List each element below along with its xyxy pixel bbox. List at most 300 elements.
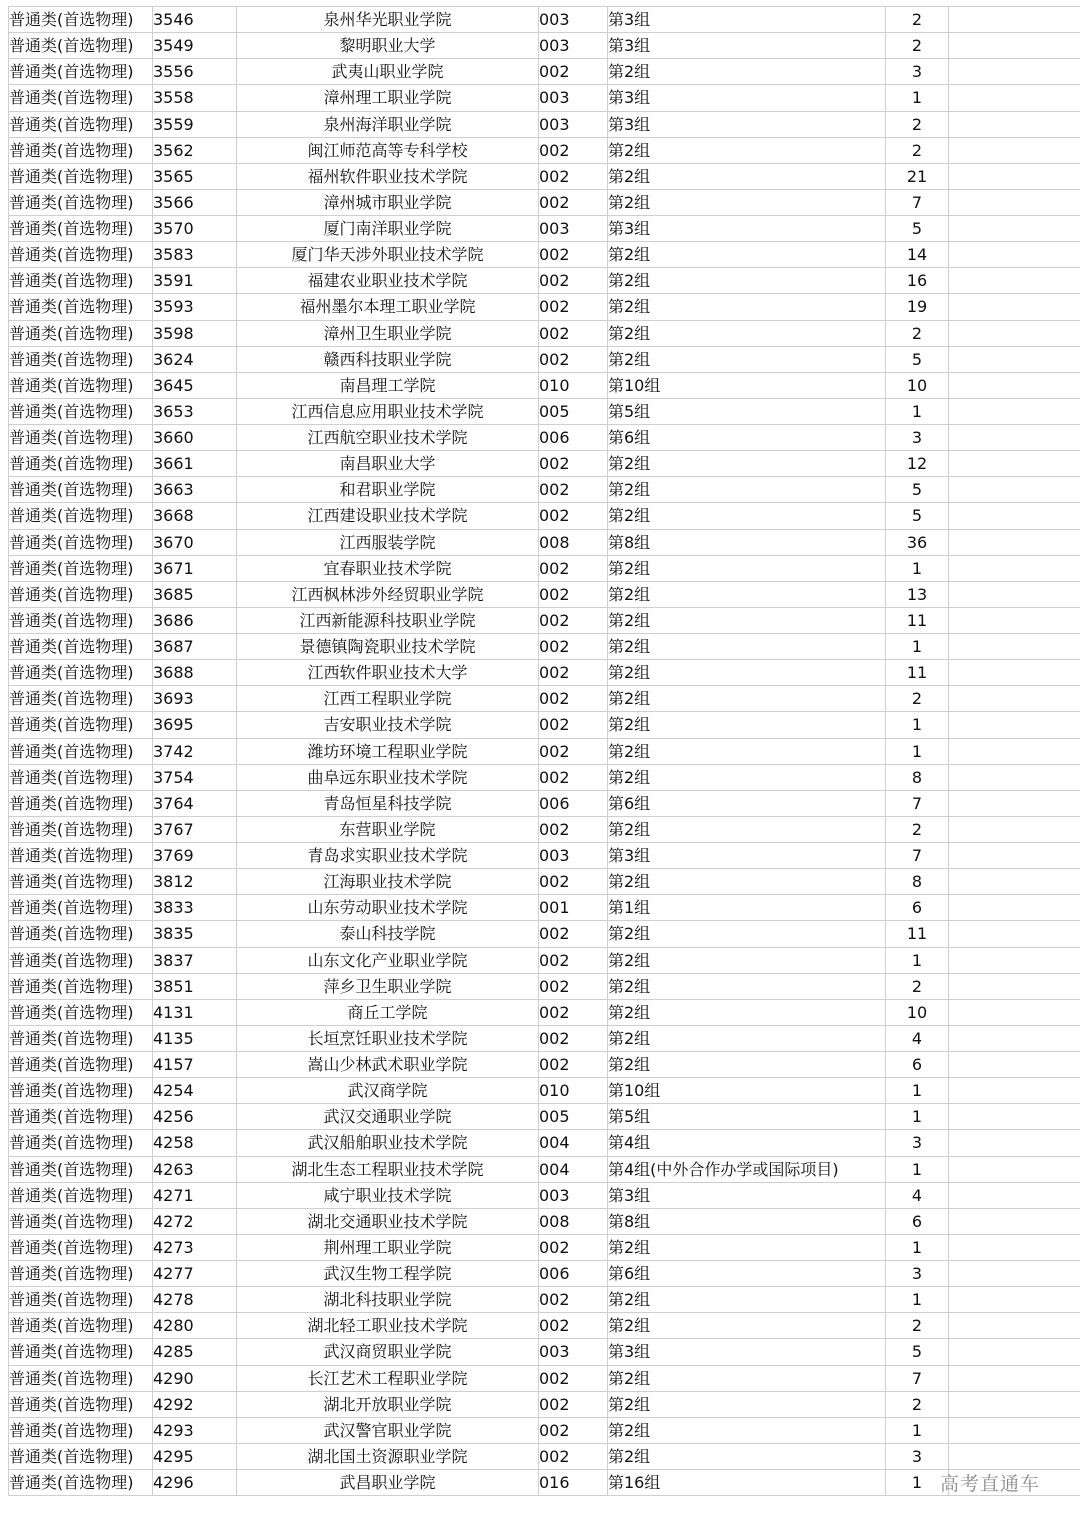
group-code-cell: 002 — [539, 137, 608, 163]
school-code-cell: 4292 — [153, 1391, 237, 1417]
group-code-cell: 016 — [539, 1470, 608, 1496]
empty-cell — [949, 999, 1080, 1025]
table-row — [9, 294, 1080, 320]
group-code-cell: 003 — [539, 85, 608, 111]
group-code-cell: 003 — [539, 216, 608, 242]
school-code-cell: 3598 — [153, 320, 237, 346]
school-name-cell: 东营职业学院 — [237, 816, 539, 842]
group-code-cell: 003 — [539, 1182, 608, 1208]
school-name-cell: 武昌职业学院 — [237, 1470, 539, 1496]
table-row — [9, 555, 1080, 581]
table-row — [9, 869, 1080, 895]
table-row — [9, 163, 1080, 189]
school-code-cell: 4157 — [153, 1052, 237, 1078]
table-row — [9, 111, 1080, 137]
plan-count-cell: 19 — [886, 294, 949, 320]
empty-cell — [949, 843, 1080, 869]
school-name-cell: 景德镇陶瓷职业技术学院 — [237, 634, 539, 660]
school-name-cell: 厦门华天涉外职业技术学院 — [237, 242, 539, 268]
school-code-cell: 4293 — [153, 1417, 237, 1443]
school-name-cell: 泰山科技学院 — [237, 921, 539, 947]
plan-count-cell: 1 — [886, 1104, 949, 1130]
school-name-cell: 江西服装学院 — [237, 529, 539, 555]
school-code-cell: 3851 — [153, 973, 237, 999]
group-name-cell: 第2组 — [608, 503, 886, 529]
group-code-cell: 002 — [539, 869, 608, 895]
group-name-cell: 第3组 — [608, 216, 886, 242]
school-name-cell: 福州墨尔本理工职业学院 — [237, 294, 539, 320]
school-code-cell: 3591 — [153, 268, 237, 294]
plan-count-cell: 2 — [886, 686, 949, 712]
school-name-cell: 武汉交通职业学院 — [237, 1104, 539, 1130]
school-code-cell: 3562 — [153, 137, 237, 163]
empty-cell — [949, 869, 1080, 895]
category-cell: 普通类(首选物理) — [9, 163, 153, 189]
group-code-cell: 002 — [539, 660, 608, 686]
category-cell: 普通类(首选物理) — [9, 1130, 153, 1156]
school-name-cell: 泉州华光职业学院 — [237, 7, 539, 33]
group-code-cell: 002 — [539, 764, 608, 790]
plan-count-cell: 2 — [886, 7, 949, 33]
empty-cell — [949, 294, 1080, 320]
school-code-cell: 3671 — [153, 555, 237, 581]
group-name-cell: 第4组(中外合作办学或国际项目) — [608, 1156, 886, 1182]
school-code-cell: 3556 — [153, 59, 237, 85]
group-code-cell: 005 — [539, 1104, 608, 1130]
school-code-cell: 3661 — [153, 451, 237, 477]
school-name-cell: 厦门南洋职业学院 — [237, 216, 539, 242]
table-row — [9, 738, 1080, 764]
group-code-cell: 002 — [539, 1443, 608, 1469]
category-cell: 普通类(首选物理) — [9, 398, 153, 424]
table-body — [9, 7, 1080, 1496]
plan-count-cell: 1 — [886, 1078, 949, 1104]
group-name-cell: 第2组 — [608, 738, 886, 764]
category-cell: 普通类(首选物理) — [9, 59, 153, 85]
school-name-cell: 南昌理工学院 — [237, 372, 539, 398]
school-name-cell: 湖北开放职业学院 — [237, 1391, 539, 1417]
school-name-cell: 商丘工学院 — [237, 999, 539, 1025]
school-code-cell: 3764 — [153, 790, 237, 816]
group-name-cell: 第2组 — [608, 999, 886, 1025]
group-code-cell: 008 — [539, 529, 608, 555]
group-code-cell: 002 — [539, 320, 608, 346]
table-row — [9, 1052, 1080, 1078]
category-cell: 普通类(首选物理) — [9, 346, 153, 372]
group-name-cell: 第2组 — [608, 242, 886, 268]
empty-cell — [949, 451, 1080, 477]
table-row — [9, 1470, 1080, 1496]
plan-count-cell: 2 — [886, 1313, 949, 1339]
plan-count-cell: 13 — [886, 581, 949, 607]
school-code-cell: 3742 — [153, 738, 237, 764]
category-cell: 普通类(首选物理) — [9, 634, 153, 660]
school-name-cell: 湖北国土资源职业学院 — [237, 1443, 539, 1469]
group-code-cell: 002 — [539, 634, 608, 660]
school-name-cell: 武汉商学院 — [237, 1078, 539, 1104]
group-code-cell: 002 — [539, 686, 608, 712]
school-name-cell: 江西工程职业学院 — [237, 686, 539, 712]
school-code-cell: 4258 — [153, 1130, 237, 1156]
group-name-cell: 第2组 — [608, 1365, 886, 1391]
empty-cell — [949, 895, 1080, 921]
group-name-cell: 第10组 — [608, 372, 886, 398]
school-name-cell: 长垣烹饪职业技术学院 — [237, 1025, 539, 1051]
group-name-cell: 第2组 — [608, 346, 886, 372]
group-name-cell: 第6组 — [608, 425, 886, 451]
category-cell: 普通类(首选物理) — [9, 216, 153, 242]
empty-cell — [949, 660, 1080, 686]
empty-cell — [949, 607, 1080, 633]
category-cell: 普通类(首选物理) — [9, 712, 153, 738]
table-row — [9, 686, 1080, 712]
table-row — [9, 85, 1080, 111]
category-cell: 普通类(首选物理) — [9, 555, 153, 581]
school-name-cell: 江西建设职业技术学院 — [237, 503, 539, 529]
plan-count-cell: 2 — [886, 973, 949, 999]
school-code-cell: 3663 — [153, 477, 237, 503]
empty-cell — [949, 1339, 1080, 1365]
category-cell: 普通类(首选物理) — [9, 1417, 153, 1443]
table-row — [9, 372, 1080, 398]
school-name-cell: 泉州海洋职业学院 — [237, 111, 539, 137]
category-cell: 普通类(首选物理) — [9, 268, 153, 294]
category-cell: 普通类(首选物理) — [9, 1365, 153, 1391]
group-name-cell: 第2组 — [608, 973, 886, 999]
category-cell: 普通类(首选物理) — [9, 843, 153, 869]
category-cell: 普通类(首选物理) — [9, 581, 153, 607]
table-row — [9, 1130, 1080, 1156]
category-cell: 普通类(首选物理) — [9, 921, 153, 947]
plan-count-cell: 4 — [886, 1182, 949, 1208]
table-row — [9, 1313, 1080, 1339]
school-name-cell: 黎明职业大学 — [237, 33, 539, 59]
empty-cell — [949, 1391, 1080, 1417]
group-name-cell: 第2组 — [608, 816, 886, 842]
group-name-cell: 第2组 — [608, 294, 886, 320]
group-code-cell: 002 — [539, 477, 608, 503]
plan-count-cell: 2 — [886, 816, 949, 842]
school-code-cell: 3837 — [153, 947, 237, 973]
table-row — [9, 1104, 1080, 1130]
group-code-cell: 002 — [539, 1391, 608, 1417]
table-row — [9, 1261, 1080, 1287]
empty-cell — [949, 503, 1080, 529]
school-code-cell: 3812 — [153, 869, 237, 895]
plan-count-cell: 7 — [886, 189, 949, 215]
school-name-cell: 嵩山少林武术职业学院 — [237, 1052, 539, 1078]
table-row — [9, 398, 1080, 424]
category-cell: 普通类(首选物理) — [9, 973, 153, 999]
group-code-cell: 002 — [539, 581, 608, 607]
plan-count-cell: 1 — [886, 1287, 949, 1313]
group-name-cell: 第2组 — [608, 607, 886, 633]
group-code-cell: 002 — [539, 268, 608, 294]
plan-count-cell: 1 — [886, 712, 949, 738]
group-code-cell: 002 — [539, 738, 608, 764]
school-name-cell: 潍坊环境工程职业学院 — [237, 738, 539, 764]
plan-count-cell: 6 — [886, 895, 949, 921]
table-row — [9, 660, 1080, 686]
school-code-cell: 4277 — [153, 1261, 237, 1287]
group-code-cell: 002 — [539, 712, 608, 738]
group-code-cell: 006 — [539, 1261, 608, 1287]
school-code-cell: 3583 — [153, 242, 237, 268]
group-code-cell: 002 — [539, 1052, 608, 1078]
group-code-cell: 003 — [539, 843, 608, 869]
category-cell: 普通类(首选物理) — [9, 503, 153, 529]
table-row — [9, 764, 1080, 790]
category-cell: 普通类(首选物理) — [9, 33, 153, 59]
school-code-cell: 3686 — [153, 607, 237, 633]
admission-table — [8, 6, 1080, 1496]
plan-count-cell: 5 — [886, 1339, 949, 1365]
table-row — [9, 999, 1080, 1025]
group-code-cell: 004 — [539, 1130, 608, 1156]
category-cell: 普通类(首选物理) — [9, 1104, 153, 1130]
category-cell: 普通类(首选物理) — [9, 1313, 153, 1339]
school-code-cell: 4263 — [153, 1156, 237, 1182]
plan-count-cell: 36 — [886, 529, 949, 555]
group-name-cell: 第6组 — [608, 1261, 886, 1287]
group-name-cell: 第6组 — [608, 790, 886, 816]
category-cell: 普通类(首选物理) — [9, 764, 153, 790]
school-name-cell: 山东劳动职业技术学院 — [237, 895, 539, 921]
table-row — [9, 425, 1080, 451]
plan-count-cell: 6 — [886, 1052, 949, 1078]
school-code-cell: 4272 — [153, 1208, 237, 1234]
table-row — [9, 137, 1080, 163]
school-code-cell: 4131 — [153, 999, 237, 1025]
table-row — [9, 1078, 1080, 1104]
school-name-cell: 和君职业学院 — [237, 477, 539, 503]
empty-cell — [949, 1156, 1080, 1182]
group-name-cell: 第10组 — [608, 1078, 886, 1104]
group-code-cell: 001 — [539, 895, 608, 921]
empty-cell — [949, 477, 1080, 503]
category-cell: 普通类(首选物理) — [9, 1156, 153, 1182]
category-cell: 普通类(首选物理) — [9, 1182, 153, 1208]
table-row — [9, 895, 1080, 921]
table-row — [9, 947, 1080, 973]
group-code-cell: 002 — [539, 607, 608, 633]
plan-count-cell: 5 — [886, 477, 949, 503]
group-name-cell: 第8组 — [608, 1208, 886, 1234]
plan-count-cell: 8 — [886, 764, 949, 790]
table-row — [9, 1182, 1080, 1208]
school-code-cell: 4135 — [153, 1025, 237, 1051]
plan-count-cell: 3 — [886, 1443, 949, 1469]
category-cell: 普通类(首选物理) — [9, 477, 153, 503]
category-cell: 普通类(首选物理) — [9, 1339, 153, 1365]
plan-count-cell: 11 — [886, 660, 949, 686]
plan-count-cell: 3 — [886, 425, 949, 451]
school-name-cell: 赣西科技职业学院 — [237, 346, 539, 372]
group-name-cell: 第2组 — [608, 947, 886, 973]
group-name-cell: 第2组 — [608, 921, 886, 947]
table-row — [9, 1443, 1080, 1469]
plan-count-cell: 1 — [886, 738, 949, 764]
school-code-cell: 3559 — [153, 111, 237, 137]
group-code-cell: 002 — [539, 294, 608, 320]
table-row — [9, 189, 1080, 215]
group-code-cell: 010 — [539, 1078, 608, 1104]
table-row — [9, 843, 1080, 869]
empty-cell — [949, 738, 1080, 764]
table-row — [9, 1391, 1080, 1417]
group-code-cell: 002 — [539, 1365, 608, 1391]
category-cell: 普通类(首选物理) — [9, 85, 153, 111]
category-cell: 普通类(首选物理) — [9, 372, 153, 398]
empty-cell — [949, 816, 1080, 842]
group-code-cell: 002 — [539, 503, 608, 529]
empty-cell — [949, 686, 1080, 712]
group-name-cell: 第2组 — [608, 189, 886, 215]
plan-count-cell: 10 — [886, 999, 949, 1025]
group-code-cell: 002 — [539, 555, 608, 581]
plan-count-cell: 2 — [886, 33, 949, 59]
category-cell: 普通类(首选物理) — [9, 1234, 153, 1260]
empty-cell — [949, 111, 1080, 137]
plan-count-cell: 1 — [886, 1417, 949, 1443]
group-code-cell: 002 — [539, 1234, 608, 1260]
group-code-cell: 005 — [539, 398, 608, 424]
group-name-cell: 第2组 — [608, 1287, 886, 1313]
group-code-cell: 002 — [539, 999, 608, 1025]
group-code-cell: 003 — [539, 1339, 608, 1365]
group-code-cell: 002 — [539, 816, 608, 842]
school-code-cell: 4254 — [153, 1078, 237, 1104]
empty-cell — [949, 555, 1080, 581]
category-cell: 普通类(首选物理) — [9, 869, 153, 895]
table-row — [9, 1287, 1080, 1313]
plan-count-cell: 11 — [886, 921, 949, 947]
category-cell: 普通类(首选物理) — [9, 607, 153, 633]
school-name-cell: 福州软件职业技术学院 — [237, 163, 539, 189]
school-code-cell: 3653 — [153, 398, 237, 424]
plan-count-cell: 14 — [886, 242, 949, 268]
empty-cell — [949, 137, 1080, 163]
category-cell: 普通类(首选物理) — [9, 947, 153, 973]
group-name-cell: 第3组 — [608, 33, 886, 59]
table-row — [9, 242, 1080, 268]
category-cell: 普通类(首选物理) — [9, 1078, 153, 1104]
table-row — [9, 1365, 1080, 1391]
group-name-cell: 第2组 — [608, 268, 886, 294]
category-cell: 普通类(首选物理) — [9, 790, 153, 816]
school-name-cell: 宜春职业技术学院 — [237, 555, 539, 581]
empty-cell — [949, 189, 1080, 215]
school-code-cell: 3570 — [153, 216, 237, 242]
empty-cell — [949, 1365, 1080, 1391]
empty-cell — [949, 1182, 1080, 1208]
empty-cell — [949, 242, 1080, 268]
category-cell: 普通类(首选物理) — [9, 1470, 153, 1496]
group-name-cell: 第2组 — [608, 555, 886, 581]
school-code-cell: 3688 — [153, 660, 237, 686]
category-cell: 普通类(首选物理) — [9, 242, 153, 268]
school-code-cell: 4273 — [153, 1234, 237, 1260]
table-row — [9, 790, 1080, 816]
school-name-cell: 江西航空职业技术学院 — [237, 425, 539, 451]
group-code-cell: 002 — [539, 346, 608, 372]
table-row — [9, 477, 1080, 503]
school-code-cell: 3695 — [153, 712, 237, 738]
school-code-cell: 3769 — [153, 843, 237, 869]
category-cell: 普通类(首选物理) — [9, 816, 153, 842]
table-row — [9, 634, 1080, 660]
group-name-cell: 第8组 — [608, 529, 886, 555]
group-name-cell: 第2组 — [608, 686, 886, 712]
table-row — [9, 451, 1080, 477]
category-cell: 普通类(首选物理) — [9, 425, 153, 451]
category-cell: 普通类(首选物理) — [9, 294, 153, 320]
school-code-cell: 4285 — [153, 1339, 237, 1365]
group-code-cell: 002 — [539, 59, 608, 85]
group-name-cell: 第2组 — [608, 634, 886, 660]
school-code-cell: 3687 — [153, 634, 237, 660]
group-name-cell: 第3组 — [608, 1339, 886, 1365]
school-code-cell: 3668 — [153, 503, 237, 529]
group-name-cell: 第2组 — [608, 1234, 886, 1260]
school-name-cell: 吉安职业技术学院 — [237, 712, 539, 738]
group-name-cell: 第3组 — [608, 111, 886, 137]
category-cell: 普通类(首选物理) — [9, 1208, 153, 1234]
watermark: 高考直通车 — [940, 1473, 1041, 1495]
group-code-cell: 002 — [539, 242, 608, 268]
empty-cell — [949, 1025, 1080, 1051]
empty-cell — [949, 59, 1080, 85]
plan-count-cell: 2 — [886, 137, 949, 163]
school-name-cell: 江西枫林涉外经贸职业学院 — [237, 581, 539, 607]
plan-count-cell: 2 — [886, 1391, 949, 1417]
school-name-cell: 湖北生态工程职业技术学院 — [237, 1156, 539, 1182]
empty-cell — [949, 398, 1080, 424]
school-name-cell: 长江艺术工程职业学院 — [237, 1365, 539, 1391]
school-name-cell: 江海职业技术学院 — [237, 869, 539, 895]
school-code-cell: 4280 — [153, 1313, 237, 1339]
plan-count-cell: 5 — [886, 503, 949, 529]
plan-count-cell: 2 — [886, 111, 949, 137]
school-code-cell: 4296 — [153, 1470, 237, 1496]
empty-cell — [949, 1078, 1080, 1104]
plan-count-cell: 3 — [886, 1130, 949, 1156]
table-row — [9, 973, 1080, 999]
school-name-cell: 闽江师范高等专科学校 — [237, 137, 539, 163]
school-code-cell: 3645 — [153, 372, 237, 398]
group-code-cell: 006 — [539, 425, 608, 451]
plan-count-cell: 5 — [886, 346, 949, 372]
plan-count-cell: 6 — [886, 1208, 949, 1234]
empty-cell — [949, 85, 1080, 111]
school-code-cell: 3546 — [153, 7, 237, 33]
table-row — [9, 7, 1080, 33]
plan-count-cell: 7 — [886, 790, 949, 816]
school-name-cell: 青岛恒星科技学院 — [237, 790, 539, 816]
plan-count-cell: 1 — [886, 1156, 949, 1182]
table-row — [9, 59, 1080, 85]
plan-count-cell: 11 — [886, 607, 949, 633]
table-row — [9, 529, 1080, 555]
school-code-cell: 3754 — [153, 764, 237, 790]
school-code-cell: 3593 — [153, 294, 237, 320]
category-cell: 普通类(首选物理) — [9, 1025, 153, 1051]
plan-count-cell: 1 — [886, 85, 949, 111]
plan-count-cell: 16 — [886, 268, 949, 294]
empty-cell — [949, 634, 1080, 660]
empty-cell — [949, 1313, 1080, 1339]
category-cell: 普通类(首选物理) — [9, 451, 153, 477]
